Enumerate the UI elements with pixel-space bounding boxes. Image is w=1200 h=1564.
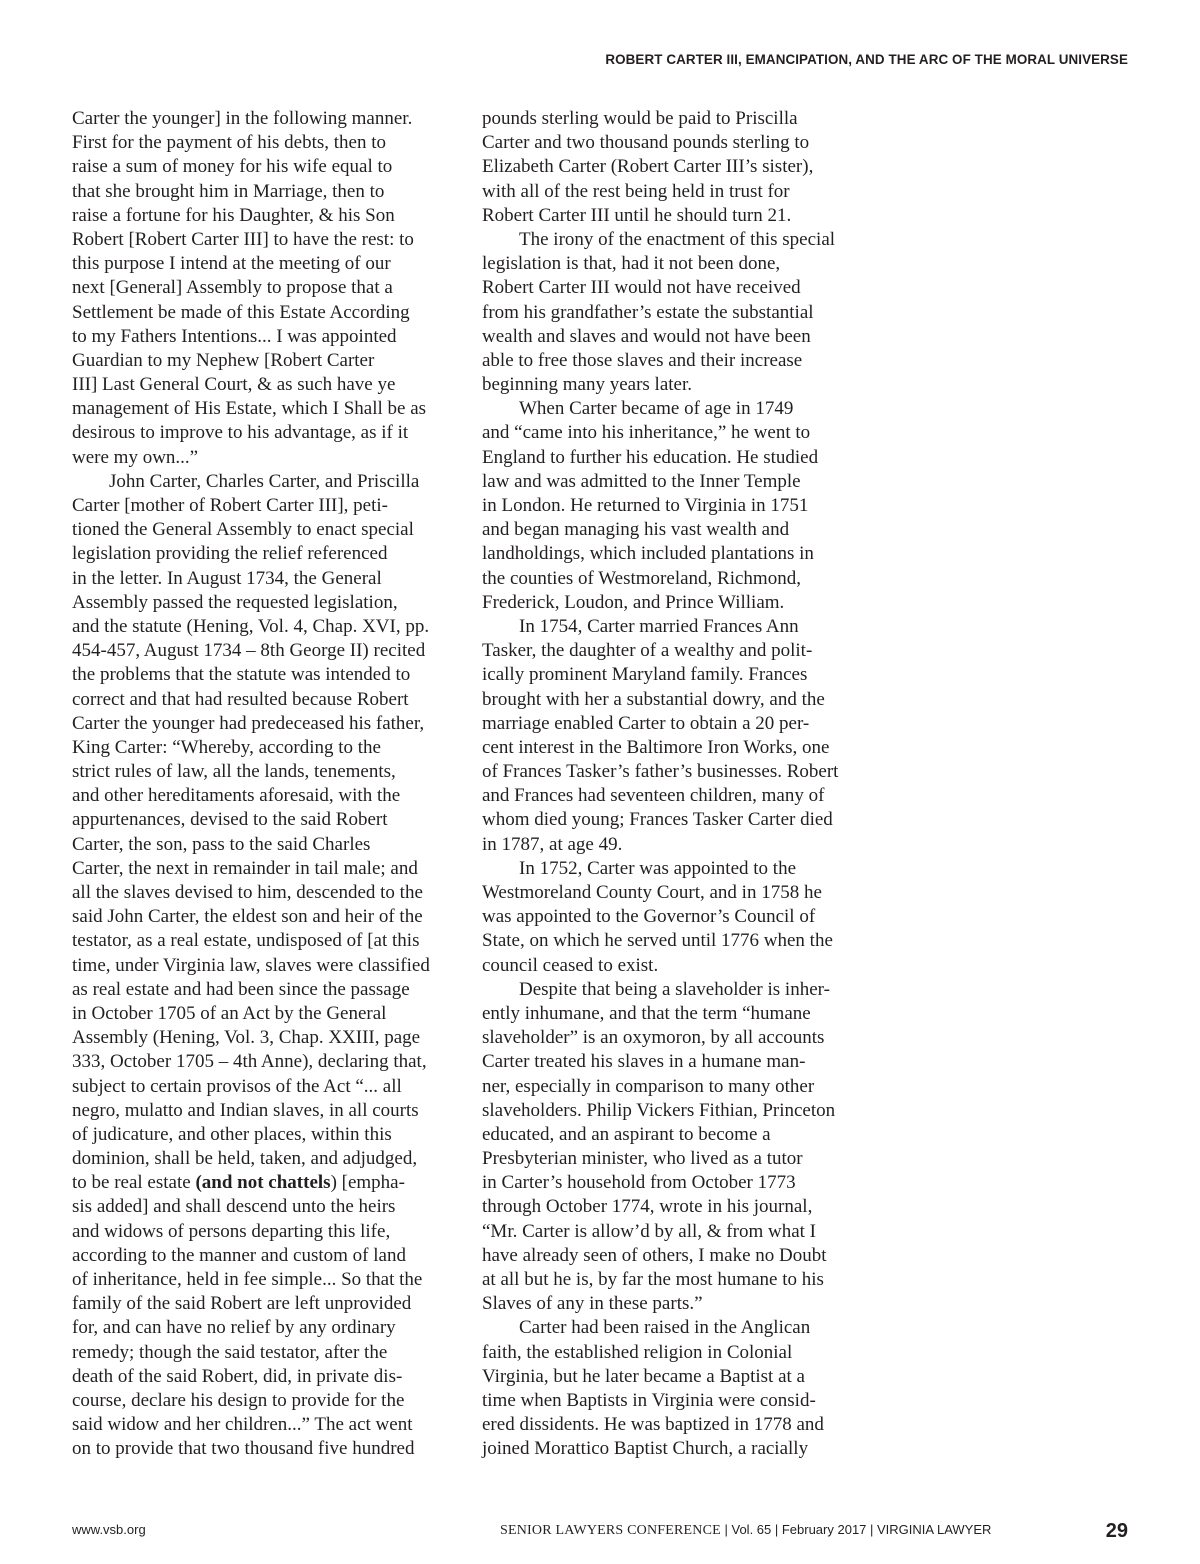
text-line bbox=[482, 929, 872, 953]
text-line bbox=[72, 929, 462, 953]
text-line bbox=[482, 1365, 872, 1389]
running-head: ROBERT CARTER III, EMANCIPATION, AND THE ARC OF THE MORAL UNIVERSE bbox=[605, 52, 1128, 67]
line-text: remedy; though the said testator, after the bbox=[72, 1341, 388, 1363]
text-line bbox=[72, 1026, 462, 1050]
text-line bbox=[482, 1050, 872, 1074]
text-line bbox=[482, 204, 872, 228]
text-line bbox=[72, 1171, 462, 1195]
line-text: brought with her a substantial dowry, and the bbox=[482, 688, 825, 710]
text-line bbox=[482, 1341, 872, 1365]
text-line bbox=[482, 712, 872, 736]
line-text: Carter, the next in remainder in tail male; and bbox=[72, 857, 418, 879]
text-line bbox=[482, 397, 872, 421]
text-line bbox=[72, 1099, 462, 1123]
line-text: to my Fathers Intentions... I was appointed bbox=[72, 325, 397, 347]
line-text: in the letter. In August 1734, the General bbox=[72, 567, 382, 589]
line-text: Despite that being a slaveholder is inher- bbox=[519, 978, 830, 1000]
text-line bbox=[482, 1002, 872, 1026]
line-text: at all but he is, by far the most humane to his bbox=[482, 1269, 824, 1290]
line-text: time, under Virginia law, slaves were classified bbox=[72, 954, 430, 976]
line-text: England to further his education. He studied bbox=[482, 446, 819, 468]
line-text: legislation providing the relief referenced bbox=[72, 543, 388, 565]
line-text: correct and that had resulted because Robert bbox=[72, 688, 409, 710]
text-line bbox=[482, 639, 872, 663]
text-line bbox=[72, 760, 462, 784]
text-line bbox=[482, 784, 872, 808]
text-line bbox=[482, 373, 872, 397]
line-text: Slaves of any in these parts.” bbox=[482, 1293, 703, 1315]
text-line bbox=[72, 1292, 462, 1316]
text-line bbox=[72, 1413, 462, 1437]
line-text: beginning many years later. bbox=[482, 374, 692, 396]
line-text: ner, especially in comparison to many other bbox=[482, 1075, 815, 1097]
text-line bbox=[482, 1123, 872, 1147]
text-line bbox=[72, 833, 462, 857]
text-line bbox=[72, 712, 462, 736]
line-text: wealth and slaves and would not have been bbox=[482, 325, 811, 347]
text-line bbox=[482, 1195, 872, 1219]
line-text: King Carter: “Whereby, according to the bbox=[72, 736, 381, 758]
line-text: council ceased to exist. bbox=[482, 954, 659, 976]
line-text: faith, the established religion in Colonial bbox=[482, 1341, 793, 1363]
line-text: this purpose I intend at the meeting of our bbox=[72, 253, 391, 275]
line-text: all the slaves devised to him, descended to the bbox=[72, 882, 423, 903]
left-column bbox=[72, 107, 462, 1462]
line-text: raise a sum of money for his wife equal to bbox=[72, 156, 393, 178]
text-line bbox=[482, 567, 872, 591]
line-text: have already seen of others, I make no Doubt bbox=[482, 1244, 827, 1266]
line-text: with all of the rest being held in trust for bbox=[482, 180, 790, 202]
line-text: negro, mulatto and Indian slaves, in all courts bbox=[72, 1099, 419, 1121]
line-text: course, declare his design to provide for the bbox=[72, 1389, 405, 1411]
line-text: 454-457, August 1734 – 8th George II) recited bbox=[72, 640, 426, 662]
line-text: First for the payment of his debts, then to bbox=[72, 132, 386, 154]
line-text: John Carter, Charles Carter, and Priscilla bbox=[109, 470, 420, 492]
footer-conference: SENIOR LAWYERS CONFERENCE bbox=[500, 1523, 721, 1538]
text-line bbox=[72, 1316, 462, 1340]
line-text: family of the said Robert are left unprovided bbox=[72, 1293, 412, 1315]
line-text: appurtenances, devised to the said Robert bbox=[72, 809, 388, 831]
line-text: Guardian to my Nephew [Robert Carter bbox=[72, 349, 375, 371]
text-line bbox=[482, 421, 872, 445]
line-text: Settlement be made of this Estate According bbox=[72, 301, 410, 323]
line-text: legislation is that, had it not been done, bbox=[482, 253, 781, 275]
text-line bbox=[72, 180, 462, 204]
line-text: management of His Estate, which I Shall be as bbox=[72, 398, 427, 420]
text-line bbox=[72, 954, 462, 978]
text-line bbox=[482, 1220, 872, 1244]
text-line bbox=[482, 1413, 872, 1437]
text-line bbox=[482, 1244, 872, 1268]
line-text: from his grandfather’s estate the substantial bbox=[482, 301, 814, 323]
line-text: III] Last General Court, & as such have ye bbox=[72, 374, 396, 396]
line-text: subject to certain provisos of the Act “... all bbox=[72, 1075, 402, 1097]
line-text: Frederick, Loudon, and Prince William. bbox=[482, 591, 785, 613]
line-text-after: ) [empha- bbox=[330, 1172, 405, 1194]
text-line bbox=[72, 857, 462, 881]
text-line bbox=[482, 978, 872, 1002]
text-line bbox=[72, 325, 462, 349]
text-line bbox=[72, 1050, 462, 1074]
line-text: In 1754, Carter married Frances Ann bbox=[519, 615, 799, 637]
text-line bbox=[72, 1147, 462, 1171]
line-text: next [General] Assembly to propose that a bbox=[72, 277, 393, 299]
text-line bbox=[72, 1123, 462, 1147]
line-text: the problems that the statute was intended to bbox=[72, 664, 411, 686]
line-text: law and was admitted to the Inner Temple bbox=[482, 470, 801, 492]
text-line bbox=[72, 1437, 462, 1461]
line-text: Robert Carter III until he should turn 21. bbox=[482, 204, 792, 226]
line-text: said John Carter, the eldest son and heir of the bbox=[72, 906, 423, 928]
text-line bbox=[482, 131, 872, 155]
text-line bbox=[72, 736, 462, 760]
text-line bbox=[482, 446, 872, 470]
text-line bbox=[72, 373, 462, 397]
line-text: was appointed to the Governor’s Council of bbox=[482, 906, 816, 928]
text-line bbox=[482, 615, 872, 639]
text-line bbox=[482, 228, 872, 252]
line-text: testator, as a real estate, undisposed of [at this bbox=[72, 930, 420, 952]
text-line bbox=[482, 1026, 872, 1050]
text-line bbox=[482, 663, 872, 687]
line-text: sis added] and shall descend unto the heirs bbox=[72, 1196, 396, 1218]
text-line bbox=[482, 107, 872, 131]
line-text: time when Baptists in Virginia were consid- bbox=[482, 1389, 816, 1411]
right-column bbox=[482, 107, 872, 1462]
text-line bbox=[482, 1437, 872, 1461]
line-text: desirous to improve to his advantage, as if it bbox=[72, 422, 409, 444]
text-line bbox=[72, 688, 462, 712]
text-line bbox=[72, 349, 462, 373]
text-line bbox=[482, 1292, 872, 1316]
line-text: raise a fortune for his Daughter, & his Son bbox=[72, 204, 395, 226]
line-text: whom died young; Frances Tasker Carter died bbox=[482, 809, 833, 831]
text-line bbox=[72, 1365, 462, 1389]
text-line bbox=[72, 542, 462, 566]
line-text: in 1787, at age 49. bbox=[482, 833, 623, 855]
line-text: able to free those slaves and their increase bbox=[482, 349, 803, 371]
line-text: to be real estate bbox=[72, 1172, 196, 1194]
text-line bbox=[72, 663, 462, 687]
text-line bbox=[482, 494, 872, 518]
line-text: When Carter became of age in 1749 bbox=[519, 398, 794, 420]
line-text: educated, and an aspirant to become a bbox=[482, 1123, 771, 1145]
text-line bbox=[72, 446, 462, 470]
text-line bbox=[72, 905, 462, 929]
line-text: Robert [Robert Carter III] to have the rest: to bbox=[72, 228, 414, 250]
line-text: The irony of the enactment of this special bbox=[519, 228, 836, 250]
line-text: Tasker, the daughter of a wealthy and polit- bbox=[482, 640, 813, 662]
text-line bbox=[72, 252, 462, 276]
line-text: and “came into his inheritance,” he went to bbox=[482, 422, 811, 444]
text-line bbox=[482, 542, 872, 566]
text-line bbox=[482, 954, 872, 978]
line-text: Carter the younger had predeceased his father, bbox=[72, 712, 425, 734]
line-text: and widows of persons departing this life, bbox=[72, 1220, 391, 1242]
text-line bbox=[72, 397, 462, 421]
page-number: 29 bbox=[1105, 1520, 1128, 1542]
line-text: according to the manner and custom of land bbox=[72, 1244, 406, 1266]
line-text: Carter the younger] in the following manner. bbox=[72, 108, 413, 129]
text-line bbox=[482, 325, 872, 349]
text-line bbox=[72, 808, 462, 832]
line-text: as real estate and had been since the passage bbox=[72, 978, 410, 1000]
line-text: through October 1774, wrote in his journal, bbox=[482, 1196, 813, 1218]
text-line bbox=[482, 760, 872, 784]
text-line bbox=[72, 494, 462, 518]
text-line bbox=[72, 639, 462, 663]
line-text: ently inhumane, and that the term “humane bbox=[482, 1002, 811, 1024]
line-text: and the statute (Hening, Vol. 4, Chap. XVI, pp. bbox=[72, 615, 430, 637]
text-line bbox=[482, 905, 872, 929]
line-text: and began managing his vast wealth and bbox=[482, 519, 790, 541]
footer-publication bbox=[500, 1522, 991, 1539]
text-line bbox=[72, 591, 462, 615]
line-text: Assembly passed the requested legislation, bbox=[72, 591, 398, 613]
text-line bbox=[482, 349, 872, 373]
line-text: in October 1705 of an Act by the General bbox=[72, 1002, 387, 1024]
line-text: slaveholder” is an oxymoron, by all accounts bbox=[482, 1027, 825, 1049]
line-text: in Carter’s household from October 1773 bbox=[482, 1172, 796, 1194]
line-text: said widow and her children...” The act went bbox=[72, 1414, 413, 1436]
text-line bbox=[482, 276, 872, 300]
text-line bbox=[72, 978, 462, 1002]
text-line bbox=[482, 518, 872, 542]
text-line bbox=[482, 1316, 872, 1340]
line-text: landholdings, which included plantations in bbox=[482, 543, 814, 565]
text-line bbox=[72, 1220, 462, 1244]
line-text: Carter had been raised in the Anglican bbox=[519, 1317, 811, 1339]
text-line bbox=[482, 1389, 872, 1413]
text-line bbox=[482, 1268, 872, 1292]
line-text: in London. He returned to Virginia in 1751 bbox=[482, 495, 809, 516]
text-line bbox=[482, 736, 872, 760]
line-text: Assembly (Hening, Vol. 3, Chap. XXIII, page bbox=[72, 1027, 421, 1049]
text-line bbox=[72, 1244, 462, 1268]
line-text: Virginia, but he later became a Baptist at a bbox=[482, 1365, 805, 1387]
text-line bbox=[72, 881, 462, 905]
text-line bbox=[482, 155, 872, 179]
line-text: and Frances had seventeen children, many of bbox=[482, 785, 825, 807]
line-text: Carter, the son, pass to the said Charles bbox=[72, 833, 371, 855]
text-line bbox=[72, 155, 462, 179]
line-text: In 1752, Carter was appointed to the bbox=[519, 857, 797, 879]
text-line bbox=[72, 1195, 462, 1219]
text-line bbox=[482, 301, 872, 325]
text-line bbox=[72, 204, 462, 228]
text-line bbox=[482, 857, 872, 881]
text-line bbox=[72, 228, 462, 252]
text-line bbox=[72, 784, 462, 808]
text-line bbox=[72, 107, 462, 131]
text-line bbox=[482, 688, 872, 712]
text-line bbox=[72, 301, 462, 325]
line-text: pounds sterling would be paid to Priscilla bbox=[482, 108, 798, 129]
line-text: slaveholders. Philip Vickers Fithian, Princeton bbox=[482, 1099, 836, 1121]
bold-emphasis: (and not chattels bbox=[195, 1172, 331, 1194]
text-line bbox=[482, 833, 872, 857]
line-text: marriage enabled Carter to obtain a 20 per- bbox=[482, 712, 810, 734]
text-line bbox=[72, 1075, 462, 1099]
text-line bbox=[482, 180, 872, 204]
line-text: Carter treated his slaves in a humane man- bbox=[482, 1051, 806, 1073]
line-text: Westmoreland County Court, and in 1758 he bbox=[482, 882, 822, 903]
text-line bbox=[482, 881, 872, 905]
line-text: strict rules of law, all the lands, tenements, bbox=[72, 761, 396, 783]
line-text: and other hereditaments aforesaid, with the bbox=[72, 785, 401, 807]
line-text: of Frances Tasker’s father’s businesses. Robert bbox=[482, 761, 839, 783]
line-text: for, and can have no relief by any ordinary bbox=[72, 1317, 396, 1339]
footer-issue: | Vol. 65 | February 2017 | VIRGINIA LAWYER bbox=[720, 1522, 992, 1537]
line-text: “Mr. Carter is allow’d by all, & from what I bbox=[482, 1220, 817, 1242]
line-text: ered dissidents. He was baptized in 1778 and bbox=[482, 1414, 824, 1436]
text-line bbox=[72, 518, 462, 542]
line-text: 333, October 1705 – 4th Anne), declaring that, bbox=[72, 1051, 427, 1073]
text-line bbox=[482, 1075, 872, 1099]
text-line bbox=[72, 1341, 462, 1365]
line-text: were my own...” bbox=[72, 446, 199, 468]
text-line bbox=[72, 421, 462, 445]
line-text: that she brought him in Marriage, then to bbox=[72, 180, 385, 202]
text-line bbox=[482, 1171, 872, 1195]
line-text: ically prominent Maryland family. Frances bbox=[482, 664, 808, 686]
line-text: the counties of Westmoreland, Richmond, bbox=[482, 567, 801, 589]
text-line bbox=[72, 470, 462, 494]
line-text: of judicature, and other places, within this bbox=[72, 1123, 392, 1145]
text-line bbox=[72, 276, 462, 300]
line-text: Presbyterian minister, who lived as a tutor bbox=[482, 1148, 803, 1170]
text-line bbox=[482, 591, 872, 615]
line-text: Elizabeth Carter (Robert Carter III’s sister), bbox=[482, 156, 814, 178]
line-text: Carter [mother of Robert Carter III], peti- bbox=[72, 495, 389, 516]
line-text: on to provide that two thousand five hundred bbox=[72, 1438, 415, 1460]
text-line bbox=[72, 131, 462, 155]
text-line bbox=[72, 615, 462, 639]
line-text: Robert Carter III would not have received bbox=[482, 277, 801, 299]
line-text: dominion, shall be held, taken, and adjudged, bbox=[72, 1148, 418, 1170]
line-text: death of the said Robert, did, in private dis- bbox=[72, 1365, 403, 1387]
line-text: of inheritance, held in fee simple... So that the bbox=[72, 1269, 423, 1290]
line-text: cent interest in the Baltimore Iron Works, one bbox=[482, 736, 830, 758]
line-text: tioned the General Assembly to enact special bbox=[72, 519, 414, 541]
text-line bbox=[482, 808, 872, 832]
text-line bbox=[482, 1099, 872, 1123]
text-line bbox=[72, 567, 462, 591]
text-line bbox=[72, 1389, 462, 1413]
footer-website: www.vsb.org bbox=[72, 1522, 146, 1537]
text-line bbox=[482, 252, 872, 276]
text-line bbox=[72, 1268, 462, 1292]
text-line bbox=[482, 470, 872, 494]
line-text: joined Morattico Baptist Church, a racially bbox=[482, 1438, 809, 1460]
text-line bbox=[482, 1147, 872, 1171]
line-text: State, on which he served until 1776 when the bbox=[482, 930, 833, 952]
text-line bbox=[72, 1002, 462, 1026]
line-text: Carter and two thousand pounds sterling to bbox=[482, 132, 810, 154]
